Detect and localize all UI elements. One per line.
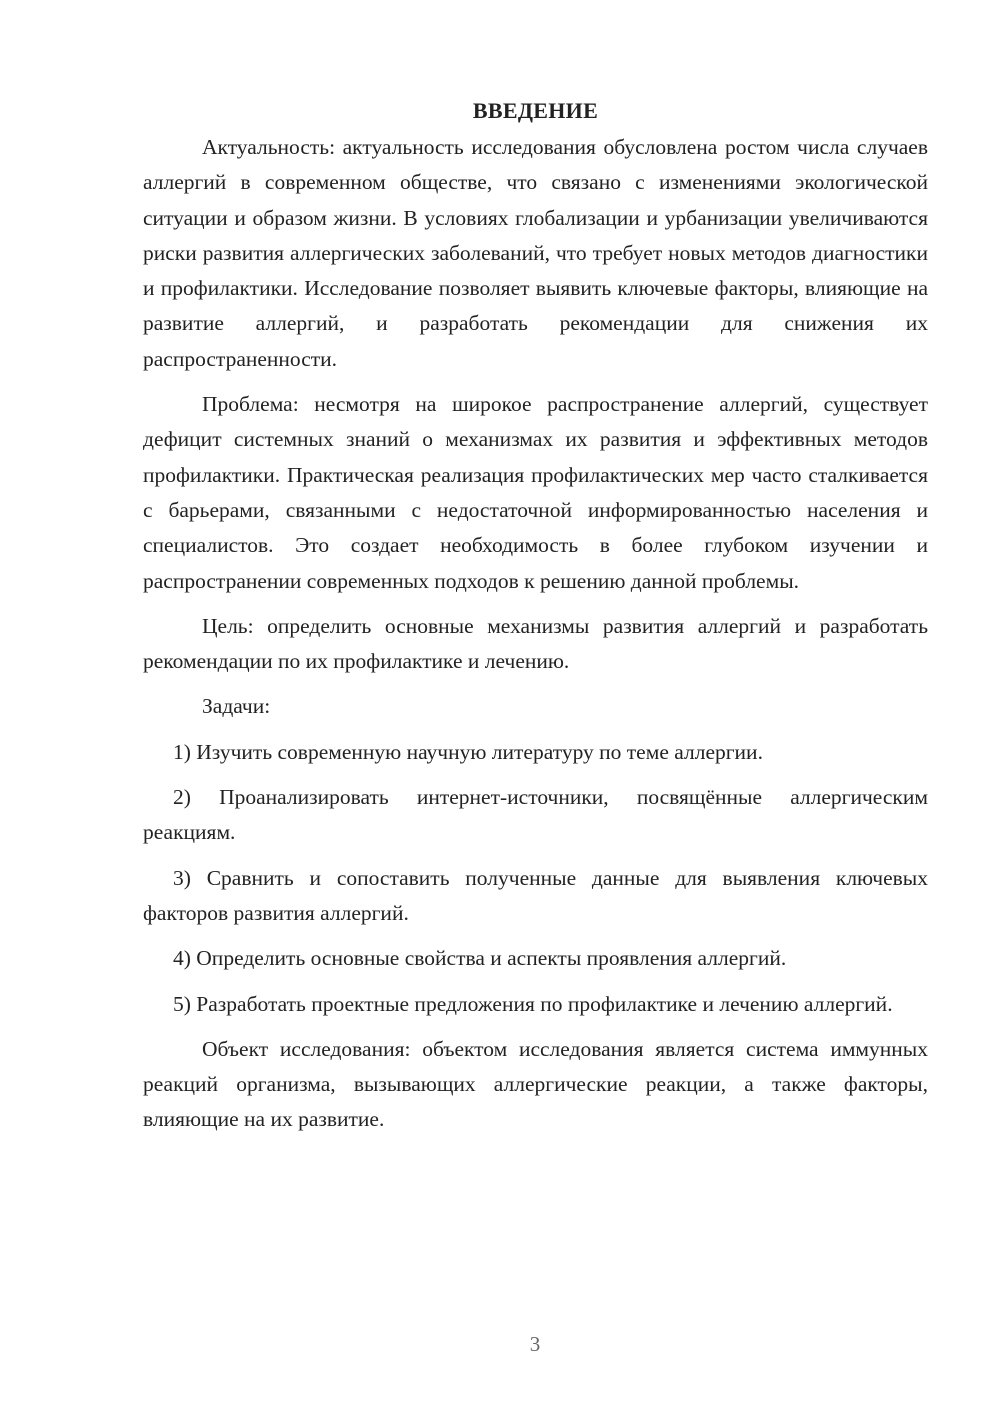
task-item-5: 5) Разработать проектные предложения по профилактике и лечению аллергий. bbox=[173, 991, 893, 1016]
paragraph-problem: Проблема: несмотря на широкое распространение аллергий, существует дефицит системных знаний о механизмах их развития и эффективных методов профилактики. Практическая реализация профилактических мер часто сталкивается с барьерами, связанными с недостаточной информированностью населения и специалистов. Это создает необходимость в более глубоком изучении и распространении современных подходов к решению данной проблемы. bbox=[143, 392, 928, 593]
tasks-label: Задачи: bbox=[202, 694, 271, 719]
task-item-3: 3) Сравнить и сопоставить полученные данные для выявления ключевых факторов развития аллергий. bbox=[143, 865, 928, 925]
page-number: 3 bbox=[529, 1332, 541, 1356]
task-item-1: 1) Изучить современную научную литературу по теме аллергии. bbox=[173, 739, 763, 764]
document-page bbox=[143, 96, 928, 1148]
section-heading: ВВЕДЕНИЕ bbox=[472, 98, 599, 123]
paragraph-object: Объект исследования: объектом исследования является система иммунных реакций организма, вызывающих аллергические реакции, а также факторы, влияющие на их развитие. bbox=[143, 1036, 928, 1132]
task-item-2: 2) Проанализировать интернет-источники, посвящённые аллергическим реакциям. bbox=[143, 785, 928, 845]
paragraph-relevance: Актуальность: актуальность исследования обусловлена ростом числа случаев аллергий в современном обществе, что связано с изменениями экологической ситуации и образом жизни. В условиях глобализации и урбанизации увеличиваются риски развития аллергических заболеваний, что требует новых методов диагностики и профилактики. Исследование позволяет выявить ключевые факторы, влияющие на развитие аллергий, и разработать рекомендации для снижения их распространенности. bbox=[143, 135, 928, 371]
task-item-4: 4) Определить основные свойства и аспекты проявления аллергий. bbox=[173, 946, 787, 971]
paragraph-goal: Цель: определить основные механизмы развития аллергий и разработать рекомендации по их профилактике и лечению. bbox=[143, 613, 928, 674]
